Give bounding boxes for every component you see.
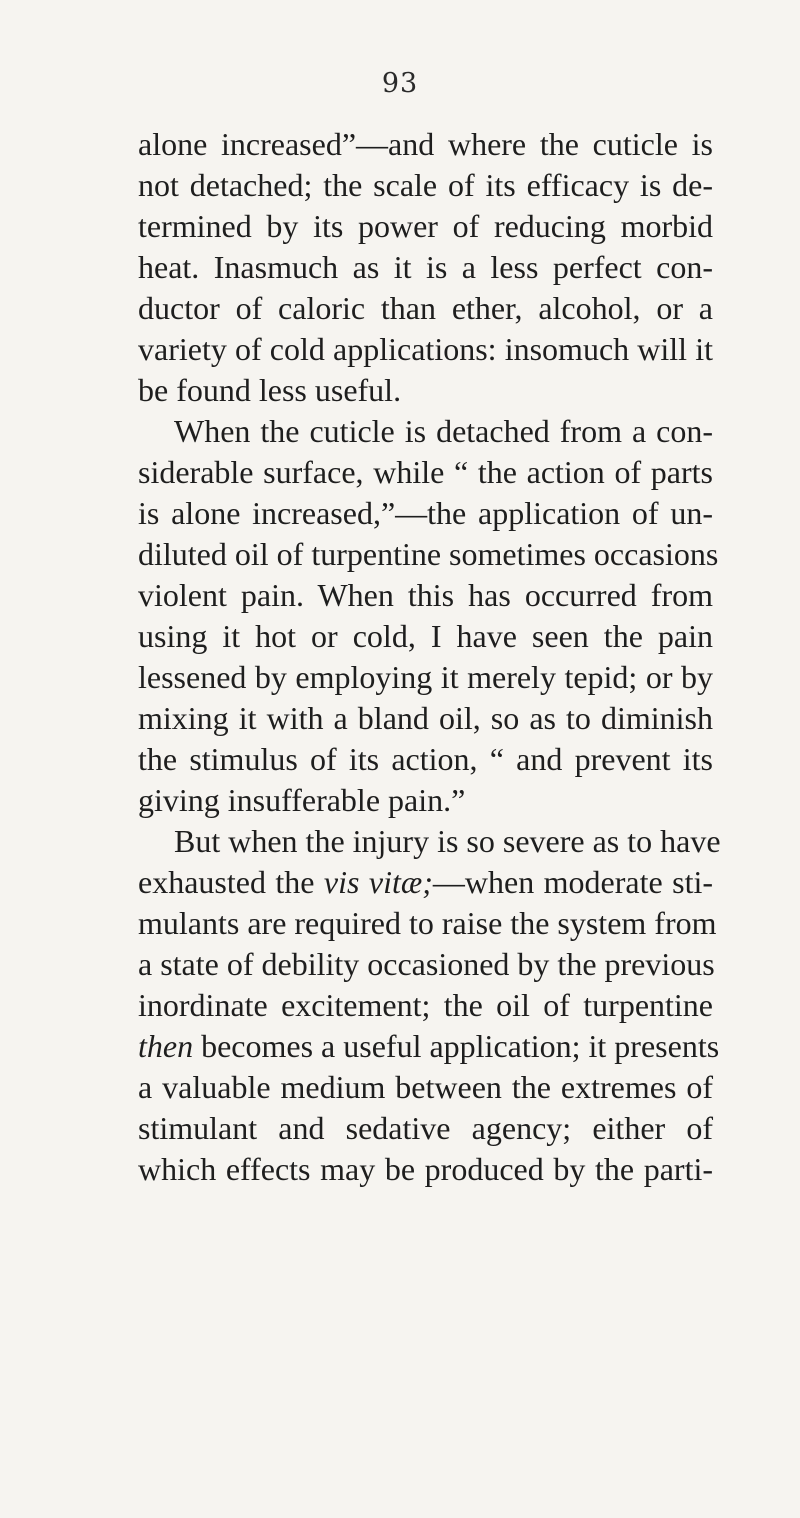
page-number: 93 bbox=[381, 68, 419, 99]
text-line: which effects may be produced by the parti- bbox=[138, 1151, 713, 1187]
text-line: termined by its power of reducing morbid bbox=[138, 208, 713, 244]
text-line-mixed bbox=[138, 862, 713, 903]
text-line: a valuable medium between the extremes of bbox=[138, 1069, 713, 1105]
text-segment: becomes a useful application; it presents bbox=[193, 1028, 720, 1064]
text-segment: —when moderate sti- bbox=[432, 864, 714, 900]
text-line: stimulant and sedative agency; either of bbox=[138, 1110, 713, 1146]
text-line: siderable surface, while “ the action of parts bbox=[138, 454, 713, 490]
text-line: is alone increased,”—the application of un- bbox=[138, 495, 713, 531]
text-line: ductor of caloric than ether, alcohol, or a bbox=[138, 290, 713, 326]
text-line: But when the injury is so severe as to have bbox=[174, 823, 721, 859]
italic-word: then bbox=[138, 1028, 194, 1064]
text-line: diluted oil of turpentine sometimes occasions bbox=[138, 536, 719, 572]
text-line: heat. Inasmuch as it is a less perfect con- bbox=[138, 249, 713, 285]
text-line: When the cuticle is detached from a con- bbox=[174, 413, 713, 449]
text-line-mixed bbox=[138, 1026, 720, 1067]
body-text bbox=[138, 124, 721, 1190]
text-line: inordinate excitement; the oil of turpentine bbox=[138, 987, 713, 1023]
text-line: using it hot or cold, I have seen the pain bbox=[138, 618, 713, 654]
text-line: mixing it with a bland oil, so as to diminish bbox=[138, 700, 713, 736]
text-line: be found less useful. bbox=[138, 372, 402, 408]
text-line: the stimulus of its action, “ and prevent its bbox=[138, 741, 713, 777]
italic-phrase: vis vitæ; bbox=[323, 864, 433, 900]
text-line: mulants are required to raise the system from bbox=[138, 905, 717, 941]
text-line: variety of cold applications: insomuch will it bbox=[138, 331, 713, 367]
text-line: lessened by employing it merely tepid; or by bbox=[138, 659, 713, 695]
text-segment: exhausted the bbox=[138, 864, 324, 900]
text-line: giving insufferable pain.” bbox=[138, 782, 466, 818]
text-line: not detached; the scale of its efficacy is de- bbox=[138, 167, 713, 203]
text-line: alone increased”—and where the cuticle is bbox=[138, 126, 713, 162]
text-line: a state of debility occasioned by the previous bbox=[138, 946, 715, 982]
text-line: violent pain. When this has occurred from bbox=[138, 577, 713, 613]
